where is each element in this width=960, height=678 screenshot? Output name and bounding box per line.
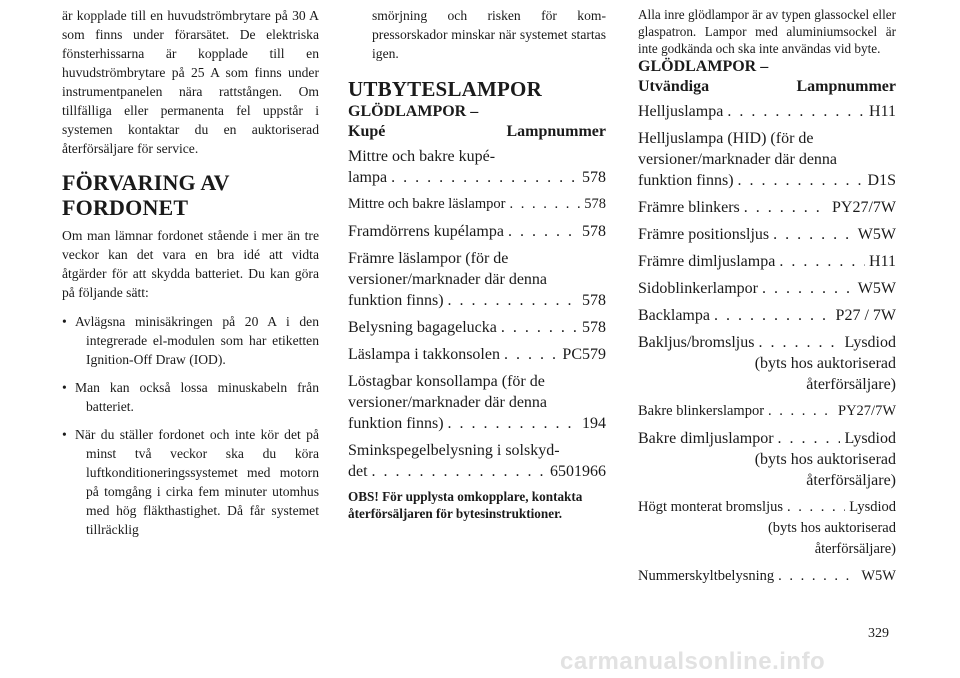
watermark: carmanualsonline.info bbox=[560, 648, 826, 675]
bulb-entry bbox=[348, 440, 606, 482]
bulb-entry-label: Högt monterat bromsljus bbox=[638, 499, 783, 515]
dot-leader bbox=[744, 197, 828, 218]
dot-leader bbox=[508, 221, 578, 242]
bulb-entry-label-start: Främre läslampor (för de versioner/marknader där denna bbox=[348, 250, 548, 288]
bulb-entry bbox=[348, 146, 606, 188]
dot-leader bbox=[738, 170, 864, 191]
storage-bullet-list bbox=[62, 312, 319, 539]
continuation-paragraph: smörjning och risken för kompressorskador minskar när systemet startas igen. bbox=[372, 8, 606, 61]
subheading-exterior: Utvändiga bbox=[638, 78, 710, 95]
bulb-entry-value: H11 bbox=[869, 253, 896, 270]
page-number: 329 bbox=[868, 626, 889, 641]
note-paragraph: OBS! För upplysta omkopplare, kontakta återförsäljaren för bytesinstruktioner. bbox=[348, 489, 583, 521]
bulb-entry bbox=[638, 278, 896, 299]
bulb-entry-value: 6501966 bbox=[550, 463, 606, 480]
bulb-entry-value: 578 bbox=[582, 223, 606, 240]
bulb-entry-value: 194 bbox=[582, 415, 606, 432]
bulb-entry-leader-row bbox=[638, 401, 896, 422]
bulb-entry-label: Läslampa i takkonsolen bbox=[348, 346, 500, 363]
bulb-entry-label: funktion finns) bbox=[348, 292, 444, 309]
bulb-entry bbox=[348, 221, 606, 242]
bulb-entry-label: Främre positionsljus bbox=[638, 226, 770, 243]
bulb-entry-note: (byts hos auktoriserad bbox=[767, 520, 896, 536]
bulb-entry bbox=[348, 317, 606, 338]
bulb-entry-leader-row bbox=[348, 167, 606, 188]
subheading-row-interior bbox=[348, 122, 606, 142]
bulb-entry-value: Lysdiod bbox=[844, 430, 896, 447]
bulb-entry bbox=[638, 224, 896, 245]
bulb-entry bbox=[348, 194, 606, 215]
storage-paragraph: Om man lämnar fordonet stående i mer än tre veckor kan det vara en bra idé att vidta åtgärder för att skydda batteriet. Du kan göra på följande sätt: bbox=[62, 228, 319, 300]
dot-leader bbox=[778, 566, 857, 587]
bulb-entry-value: W5W bbox=[857, 280, 896, 297]
bulb-entry bbox=[638, 197, 896, 218]
bulb-entry-label: Bakljus/bromsljus bbox=[638, 334, 755, 351]
dot-leader bbox=[762, 278, 854, 299]
bulb-entry-value: PC579 bbox=[562, 346, 606, 363]
bulb-entry bbox=[638, 497, 896, 560]
intro-paragraph: är kopplade till en huvudströmbrytare på 30 A som finns under förarsätet. De elektriska fönsterhissarna är kopplade till en huvudströmbrytare på 25 A som finns under instrumentpanelen nära rattstången. Om tillfälliga eller permanenta fel uppstår i systemen kontaktar du en auktoriserad återförsäljare för service. bbox=[62, 8, 319, 156]
bulb-entry-note: återförsäljare) bbox=[814, 541, 896, 557]
bulb-entry-value: 578 bbox=[584, 196, 606, 212]
subheading-interior: Kupé bbox=[348, 123, 386, 140]
bulb-entry-leader-row bbox=[348, 221, 606, 242]
interior-bulb-list bbox=[348, 146, 606, 482]
bulb-entry-value: PY27/7W bbox=[838, 403, 896, 419]
bulb-entry-leader-row bbox=[348, 344, 606, 365]
bulb-entry-label: det bbox=[348, 463, 368, 480]
bulb-entry-value: P27 / 7W bbox=[835, 307, 896, 324]
dot-leader bbox=[768, 401, 834, 422]
bullet-text: När du ställer fordonet och inte kör det på minst två veckor ska du köra luftkonditioneringssystemet med motorn på tomgång i cirka fem minuter utomhus med hög fläkthastighet. Då får systemet tillräcklig bbox=[75, 427, 319, 537]
column-left bbox=[62, 6, 319, 548]
bulb-entry-leader-row bbox=[348, 413, 606, 434]
bulb-entry-leader-row bbox=[638, 566, 896, 587]
bulb-entry-note: (byts hos auktoriserad bbox=[754, 355, 896, 372]
bulb-entry-label-start: Löstagbar konsollampa (för de versioner/marknader där denna bbox=[348, 373, 548, 411]
subheading-bulbs: GLÖDLAMPOR – bbox=[348, 103, 479, 120]
bulb-entry-label-start: Mittre och bakre kupé- bbox=[348, 148, 496, 165]
bullet-icon: • bbox=[62, 427, 67, 442]
bulb-entry-value: 578 bbox=[582, 292, 606, 309]
subheading-lamp-number: Lampnummer bbox=[506, 123, 606, 140]
bulb-entry bbox=[638, 428, 896, 491]
bulb-entry-value: 578 bbox=[582, 319, 606, 336]
bulb-entry-label: funktion finns) bbox=[348, 415, 444, 432]
bulb-entry-leader-row bbox=[638, 497, 896, 518]
bulb-entry bbox=[348, 248, 606, 311]
bulb-entry bbox=[348, 371, 606, 434]
bulb-entry-leader-row bbox=[348, 461, 606, 482]
dot-leader bbox=[504, 344, 558, 365]
bulb-entry-leader-row bbox=[638, 428, 896, 449]
bulb-entry-label: Främre dimljuslampa bbox=[638, 253, 776, 270]
column-right bbox=[638, 6, 896, 593]
bulb-entry-label: Främre blinkers bbox=[638, 199, 740, 216]
bulb-entry-label: lampa bbox=[348, 169, 388, 186]
dot-leader bbox=[391, 167, 578, 188]
bulb-entry-value: D1S bbox=[867, 172, 896, 189]
bulb-entry bbox=[638, 566, 896, 587]
dot-leader bbox=[448, 290, 578, 311]
list-item bbox=[62, 425, 319, 539]
bullet-text: Avlägsna minisäkringen på 20 A i den integrerade el-modulen som har etiketten Ignition-Off Draw (IOD). bbox=[75, 314, 319, 367]
bulb-entry-label: Sidoblinkerlampor bbox=[638, 280, 758, 297]
bulb-entry bbox=[638, 332, 896, 395]
subheading-row-exterior bbox=[638, 77, 896, 97]
section-heading-bulbs: UTBYTESLAMPOR bbox=[348, 77, 542, 101]
subheading-lamp-number: Lampnummer bbox=[796, 78, 896, 95]
bulb-entry-label: Helljuslampa bbox=[638, 103, 724, 120]
bullet-icon: • bbox=[62, 380, 67, 395]
exterior-bulb-list bbox=[638, 101, 896, 587]
bulb-entry bbox=[638, 305, 896, 326]
bulb-entry bbox=[638, 101, 896, 122]
bulb-entry-value: Lysdiod bbox=[849, 499, 896, 515]
bulb-entry-value: 578 bbox=[582, 169, 606, 186]
bulb-entry bbox=[348, 344, 606, 365]
dot-leader bbox=[727, 101, 865, 122]
dot-leader bbox=[509, 194, 580, 215]
bulb-entry-leader-row bbox=[638, 197, 896, 218]
list-item bbox=[62, 312, 319, 369]
bulb-entry-leader-row bbox=[638, 332, 896, 353]
bulb-entry-label: Backlampa bbox=[638, 307, 710, 324]
bulb-entry-leader-row bbox=[638, 101, 896, 122]
bulb-entry-label: funktion finns) bbox=[638, 172, 734, 189]
bulb-entry-label: Bakre blinkerslampor bbox=[638, 403, 765, 419]
bulb-entry-label: Belysning bagagelucka bbox=[348, 319, 497, 336]
dot-leader bbox=[778, 428, 841, 449]
bulb-entry-value: PY27/7W bbox=[832, 199, 896, 216]
bulb-entry-value: Lysdiod bbox=[844, 334, 896, 351]
dot-leader bbox=[773, 224, 854, 245]
bulb-entry bbox=[638, 128, 896, 191]
dot-leader bbox=[372, 461, 546, 482]
bulb-entry-leader-row bbox=[638, 278, 896, 299]
bulb-entry-label: Mittre och bakre läslampor bbox=[348, 196, 506, 212]
bullet-icon: • bbox=[62, 314, 67, 329]
bulb-entry-value: H11 bbox=[869, 103, 896, 120]
bulb-entry-note: (byts hos auktoriserad bbox=[754, 451, 896, 468]
bulb-entry-label-start: Helljuslampa (HID) (för de versioner/marknader där denna bbox=[638, 130, 838, 168]
bulb-entry-note: återförsäljare) bbox=[806, 376, 896, 393]
bulb-entry-leader-row bbox=[638, 170, 896, 191]
bulb-entry-label-start: Sminkspegelbelysning i solskyd- bbox=[348, 442, 560, 459]
bulb-entry-leader-row bbox=[348, 290, 606, 311]
dot-leader bbox=[501, 317, 578, 338]
subheading-bulbs-exterior: GLÖDLAMPOR – bbox=[638, 58, 769, 75]
bulb-entry-value: W5W bbox=[857, 226, 896, 243]
bulb-info-paragraph: Alla inre glödlampor är av typen glassockel eller glaspatron. Lampor med aluminiumsockel är inte godkända och ska inte användas vid byte. bbox=[638, 7, 896, 56]
bulb-entry-label: Nummerskyltbelysning bbox=[638, 568, 775, 584]
bulb-entry bbox=[638, 251, 896, 272]
list-item bbox=[62, 378, 319, 416]
bulb-entry bbox=[638, 401, 896, 422]
bulb-entry-note: återförsäljare) bbox=[806, 472, 896, 489]
bulb-entry-leader-row bbox=[638, 224, 896, 245]
bulb-entry-leader-row bbox=[348, 194, 606, 215]
column-middle bbox=[348, 6, 606, 522]
dot-leader bbox=[714, 305, 832, 326]
dot-leader bbox=[758, 332, 840, 353]
bulb-entry-label: Bakre dimljuslampor bbox=[638, 430, 774, 447]
section-heading-storage bbox=[62, 170, 319, 220]
heading-line-1: FÖRVARING AV bbox=[62, 170, 230, 195]
bulb-entry-leader-row bbox=[638, 305, 896, 326]
dot-leader bbox=[779, 251, 865, 272]
bullet-text: Man kan också lossa minuskabeln från batteriet. bbox=[75, 380, 319, 414]
bulb-entry-leader-row bbox=[348, 317, 606, 338]
bulb-entry-label: Framdörrens kupélampa bbox=[348, 223, 504, 240]
heading-line-2: FORDONET bbox=[62, 195, 189, 220]
bulb-entry-value: W5W bbox=[861, 568, 896, 584]
dot-leader bbox=[448, 413, 578, 434]
dot-leader bbox=[787, 497, 845, 518]
bulb-entry-leader-row bbox=[638, 251, 896, 272]
